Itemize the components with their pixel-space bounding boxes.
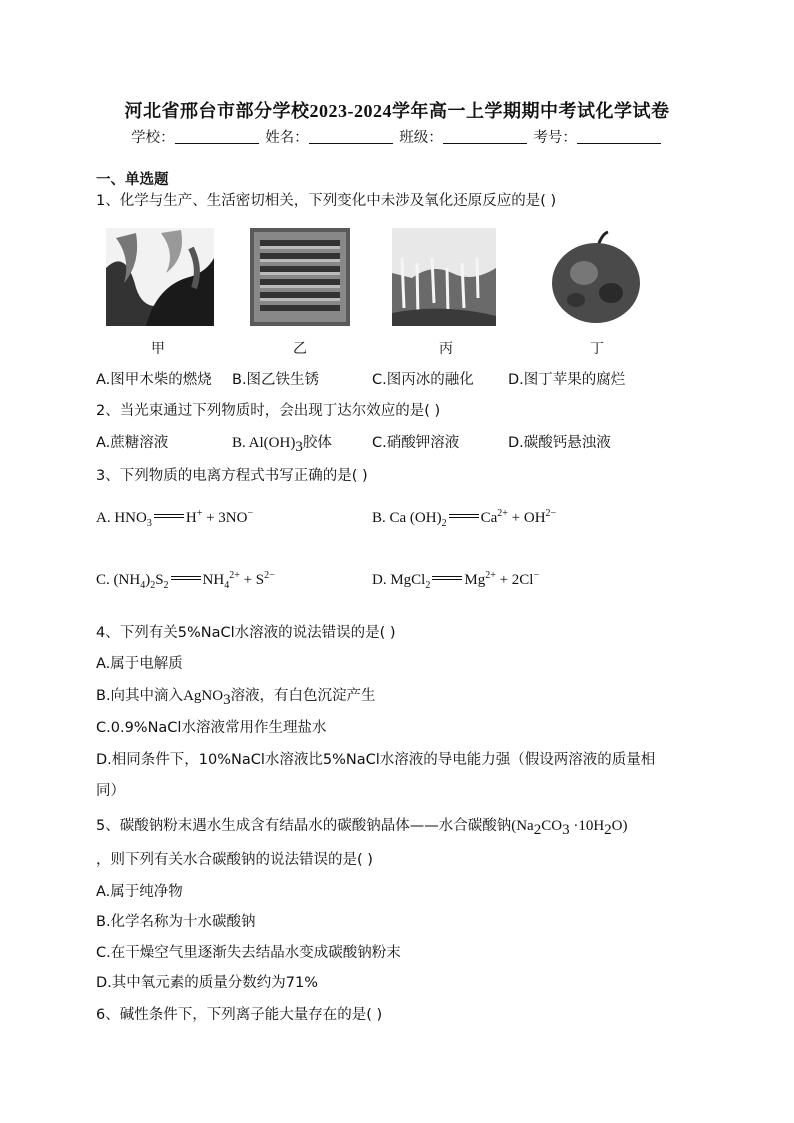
- section-heading: 一、单选题: [96, 172, 169, 188]
- q5-option-d[interactable]: D.其中氧元素的质量分数约为71%: [96, 975, 319, 991]
- q2-option-d[interactable]: D.碳酸钙悬浊液: [508, 435, 611, 451]
- q3-option-d[interactable]: D. MgCl$_2$ $Mg^{2+} + 2Cl^-$: [372, 570, 540, 591]
- exam-number-blank[interactable]: [577, 129, 661, 144]
- school-blank[interactable]: [175, 129, 259, 144]
- equals-sign: [432, 576, 462, 580]
- rotten-apple-image: [546, 228, 646, 326]
- school-label: 学校：: [131, 130, 175, 146]
- melting-ice-image: [392, 228, 496, 326]
- q1-option-c[interactable]: C.图丙冰的融化: [372, 372, 474, 388]
- q4-option-a[interactable]: A.属于电解质: [96, 656, 183, 672]
- q2-option-a[interactable]: A.蔗糖溶液: [96, 435, 169, 451]
- q3-option-a[interactable]: A. $HNO_3$ H+ + 3NO−: [96, 508, 254, 529]
- fire-image: [106, 228, 214, 326]
- student-info-row: [0, 126, 794, 147]
- page-title: 河北省邢台市部分学校2023-2024学年高一上学期期中考试化学试卷: [124, 101, 670, 121]
- rusty-iron-image: [250, 228, 350, 326]
- q4-option-d-cont: 同）: [96, 783, 125, 799]
- class-label: 班级：: [399, 130, 443, 146]
- q2-option-c[interactable]: C.硝酸钾溶液: [372, 435, 460, 451]
- q4-option-c[interactable]: C.0.9%NaCl水溶液常用作生理盐水: [96, 720, 327, 736]
- q1-option-a[interactable]: A.图甲木柴的燃烧: [96, 372, 212, 388]
- q4-option-b[interactable]: B.向其中滴入AgNO$_3$溶液，有白色沉淀产生: [96, 688, 376, 708]
- q5-option-c[interactable]: C.在干燥空气里逐渐失去结晶水变成碳酸钠粉末: [96, 945, 401, 961]
- q4-option-d[interactable]: D.相同条件下，10%NaCl水溶液比5%NaCl水溶液的导电能力强（假设两溶液的质量相: [96, 752, 656, 768]
- equals-sign: [171, 576, 201, 580]
- equals-sign: [449, 514, 479, 518]
- q5-stem: 5、碳酸钠粉末遇水生成含有结晶水的碳酸钠晶体——水合碳酸钠$(Na_2CO_3 \cdot 10H_2O)$: [96, 818, 628, 838]
- name-blank[interactable]: [309, 129, 393, 144]
- name-label: 姓名：: [265, 130, 309, 146]
- image-label-jia: 甲: [151, 341, 165, 357]
- exam-number-label: 考号：: [533, 130, 577, 146]
- q6-stem: 6、碱性条件下，下列离子能大量存在的是( ): [96, 1007, 383, 1023]
- q2-stem: 2、当光束通过下列物质时，会出现丁达尔效应的是( ): [96, 403, 441, 419]
- q3-option-c[interactable]: C. $(NH_4)_2S_2$ $NH_4^{2+} + S^{2-}$: [96, 570, 275, 591]
- equals-sign: [154, 514, 184, 518]
- q5-stem-cont: ，则下列有关水合碳酸钠的说法错误的是( ): [96, 852, 373, 868]
- q3-stem: 3、下列物质的电离方程式书写正确的是( ): [96, 468, 368, 484]
- image-label-ding: 丁: [590, 341, 604, 357]
- q5-option-b[interactable]: B.化学名称为十水碳酸钠: [96, 914, 256, 930]
- q1-option-b[interactable]: B.图乙铁生锈: [232, 372, 320, 388]
- q4-stem: 4、下列有关5%NaCl水溶液的说法错误的是( ): [96, 625, 396, 641]
- q2-option-b[interactable]: B. $Al(OH)_3$胶体: [232, 435, 332, 455]
- class-blank[interactable]: [443, 129, 527, 144]
- q5-option-a[interactable]: A.属于纯净物: [96, 884, 183, 900]
- q1-option-d[interactable]: D.图丁苹果的腐烂: [508, 372, 626, 388]
- image-label-yi: 乙: [293, 341, 307, 357]
- q1-stem: 1、化学与生产、生活密切相关，下列变化中未涉及氧化还原反应的是( ): [96, 193, 557, 209]
- q3-option-b[interactable]: B. Ca $(OH)_2$ $Ca^{2+} + OH^{2-}$: [372, 508, 557, 529]
- image-label-bing: 丙: [439, 341, 453, 357]
